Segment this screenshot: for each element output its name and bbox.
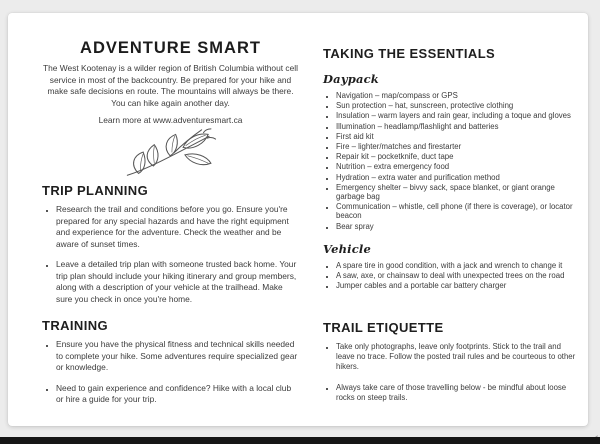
list-item: • Bear spray bbox=[336, 222, 576, 231]
page-title: ADVENTURE SMART bbox=[80, 39, 261, 57]
section-heading-trip-planning: TRIP PLANNING bbox=[42, 183, 149, 198]
daypack-list bbox=[323, 91, 576, 231]
list-item: • Illumination – headlamp/flashlight and batteries bbox=[336, 122, 576, 131]
section-heading-trail-etiquette: TRAIL ETIQUETTE bbox=[323, 320, 444, 336]
list-item: • Communication – whistle, cell phone (if there is coverage), or locator beacon bbox=[336, 202, 576, 220]
list-item: • Ensure you have the physical fitness and technical skills needed to complete your hike. Some adventures require specialized gear or knowledge. bbox=[56, 339, 299, 374]
list-item: • Research the trail and conditions before you go. Ensure you're prepared for any special hazards and have the right equipment and experience for the adventure. Check the weather and be aware of sunset times. bbox=[56, 204, 299, 250]
right-column bbox=[323, 46, 576, 413]
list-item: • Nutrition – extra emergency food bbox=[336, 162, 576, 171]
list-item: • Navigation – map/compass or GPS bbox=[336, 91, 576, 100]
section-heading-training: TRAINING bbox=[42, 318, 109, 333]
intro-paragraph: The West Kootenay is a wilder region of British Columbia without cell service in most of the backcountry. Be prepared for your hike and make safe decisions en route. The mountains will always be there. You can hike again another day. bbox=[43, 63, 298, 108]
list-item: • Sun protection – hat, sunscreen, protective clothing bbox=[336, 101, 576, 110]
vehicle-list bbox=[323, 261, 576, 291]
section-heading-taking-the-essentials: TAKING THE ESSENTIALS bbox=[323, 46, 496, 61]
list-item: • Need to gain experience and confidence? Hike with a local club or hire a guide for your trip. bbox=[56, 383, 299, 406]
plant-sprig-icon bbox=[119, 127, 223, 179]
trip-planning-list bbox=[42, 204, 299, 305]
left-column bbox=[42, 39, 299, 415]
subheading-vehicle: Vehicle bbox=[323, 241, 372, 256]
subheading-daypack: Daypack bbox=[323, 72, 379, 86]
list-item: • Emergency shelter – bivvy sack, space blanket, or giant orange garbage bag bbox=[336, 183, 576, 201]
list-item: • Fire – lighter/matches and firestarter bbox=[336, 142, 576, 151]
list-item: • First aid kit bbox=[336, 132, 576, 141]
list-item: • Take only photographs, leave only footprints. Stick to the trail and leave no trace. Follow the posted trail rules and be courteous to other hikers. bbox=[336, 342, 576, 371]
list-item: • A spare tire in good condition, with a jack and wrench to change it bbox=[336, 261, 576, 270]
list-item: • Leave a detailed trip plan with someone trusted back home. Your trip plan should include your hiking itinerary and group members, along with a description of your vehicle at the trailhead. Make sure you check in once you're home. bbox=[56, 259, 299, 305]
list-item: • Insulation – warm layers and rain gear, including a toque and gloves bbox=[336, 111, 576, 120]
learn-more-text: Learn more at www.adventuresmart.ca bbox=[98, 115, 243, 125]
list-item: • Jumper cables and a portable car battery charger bbox=[336, 281, 576, 290]
list-item: • Always take care of those travelling below - be mindful about loose rocks on steep trails. bbox=[336, 383, 576, 403]
list-item: • Hydration – extra water and purification method bbox=[336, 173, 576, 182]
bottom-window-edge bbox=[0, 437, 600, 444]
list-item: • A saw, axe, or chainsaw to deal with unexpected trees on the road bbox=[336, 271, 576, 280]
training-list bbox=[42, 339, 299, 406]
list-item: • Repair kit – pocketknife, duct tape bbox=[336, 152, 576, 161]
trail-etiquette-list bbox=[323, 342, 576, 402]
flyer-page bbox=[8, 13, 588, 426]
